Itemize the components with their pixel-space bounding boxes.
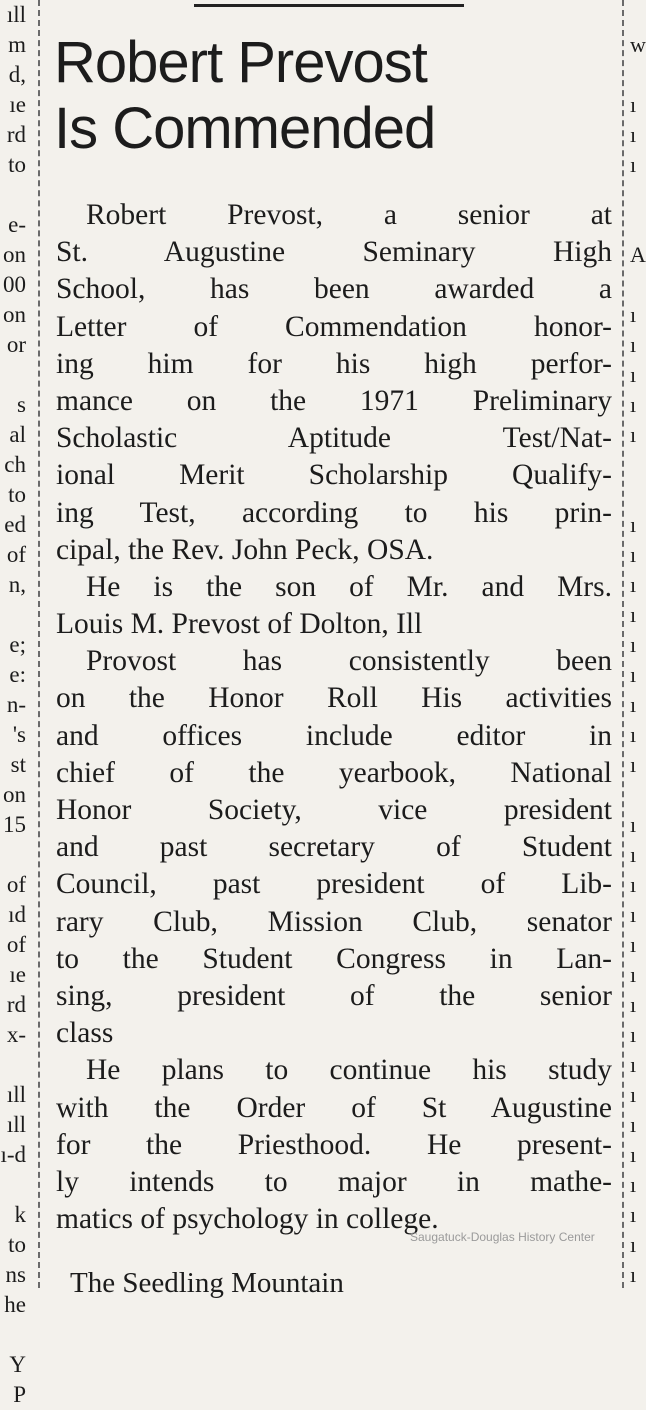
- column-fragment: ı: [630, 1202, 637, 1227]
- column-fragment: e-: [8, 212, 26, 237]
- column-fragment: of: [6, 932, 26, 957]
- column-fragment: ı: [630, 1142, 637, 1167]
- column-fragment: ı: [630, 542, 637, 567]
- column-fragment: on: [3, 782, 26, 807]
- article-line: ly intends to major in mathe-: [56, 1165, 612, 1198]
- column-fragment: ı: [630, 1262, 637, 1287]
- column-fragment: ı: [630, 1172, 637, 1197]
- column-fragment: ed: [4, 512, 26, 537]
- article-line: Provost has consistently been: [86, 645, 612, 678]
- article-line: ing Test, according to his prin-: [56, 496, 612, 529]
- column-fragment: al: [9, 422, 26, 447]
- column-fragment: [0, 840, 26, 870]
- column-fragment: to: [8, 152, 26, 177]
- column-fragment: ı: [630, 722, 637, 747]
- article-line: Scholastic Aptitude Test/Nat-: [56, 422, 612, 455]
- column-fragment: ı: [630, 152, 637, 177]
- article-line: He is the son of Mr. and Mrs.: [86, 570, 612, 603]
- article-line: chief of the yearbook, National: [56, 756, 612, 789]
- column-fragment: ıe: [9, 92, 26, 117]
- column-fragment: ı: [630, 1052, 637, 1077]
- column-fragment: ı: [630, 422, 637, 447]
- column-fragment: [630, 180, 646, 210]
- column-fragment: of: [6, 872, 26, 897]
- headline: [54, 30, 614, 162]
- column-fragment: w: [630, 32, 646, 57]
- article-line: sing, president of the senior: [56, 979, 612, 1012]
- column-fragment: to: [8, 482, 26, 507]
- column-fragment: ı: [630, 1022, 637, 1047]
- top-rule: [194, 4, 464, 7]
- column-fragment: ı: [630, 572, 637, 597]
- article-line: School, has been awarded a: [56, 273, 612, 306]
- column-fragment: ıll: [6, 1112, 26, 1137]
- column-fragment: k: [14, 1202, 26, 1227]
- article-line: and past secretary of Student: [56, 831, 612, 864]
- column-fragment: ı: [630, 602, 637, 627]
- column-fragment: P: [13, 1382, 26, 1407]
- article-line: Honor Society, vice president: [56, 794, 612, 826]
- column-fragment: rd: [6, 992, 26, 1017]
- column-fragment: ı: [630, 902, 637, 927]
- column-fragment: [630, 780, 646, 810]
- column-fragment: of: [6, 542, 26, 567]
- column-fragment: e:: [9, 662, 26, 687]
- right-column-rule: [622, 0, 624, 1288]
- column-fragment: ıll: [6, 2, 26, 27]
- column-fragment: ıe: [9, 962, 26, 987]
- column-fragment: m: [8, 32, 26, 57]
- column-fragment: [630, 270, 646, 300]
- article-line: on the Honor Roll His activities: [56, 682, 612, 715]
- article-line: class: [56, 1017, 114, 1050]
- article-line: Letter of Commendation honor-: [56, 310, 612, 343]
- article-line: with the Order of St Augustine: [56, 1091, 612, 1124]
- column-fragment: [630, 210, 646, 240]
- column-fragment: [0, 1050, 26, 1080]
- column-fragment: e;: [9, 632, 26, 657]
- column-fragment: ı: [630, 362, 637, 387]
- column-fragment: st: [10, 752, 26, 777]
- column-fragment: ch: [4, 452, 26, 477]
- column-fragment: n-: [6, 692, 26, 717]
- column-fragment: ı-d: [0, 1142, 26, 1167]
- column-fragment: [0, 600, 26, 630]
- article-line: matics of psychology in college.: [56, 1203, 439, 1236]
- column-fragment: Y: [9, 1352, 26, 1377]
- column-fragment: ı: [630, 332, 637, 357]
- column-fragment: ı: [630, 92, 637, 117]
- article-line: for the Priesthood. He present-: [56, 1128, 612, 1161]
- left-column-rule: [38, 0, 40, 1288]
- column-fragment: [630, 60, 646, 90]
- column-fragment: ı: [630, 812, 637, 837]
- column-fragment: x-: [6, 1022, 26, 1047]
- column-fragment: ı: [630, 662, 637, 687]
- column-fragment: ı: [630, 122, 637, 147]
- article-line: cipal, the Rev. John Peck, OSA.: [56, 533, 434, 566]
- article-line: to the Student Congress in Lan-: [56, 942, 612, 975]
- column-fragment: ı: [630, 632, 637, 657]
- column-fragment: [630, 480, 646, 510]
- next-headline-fragment: The Seedling Mountain: [70, 1267, 344, 1299]
- column-fragment: ı: [630, 752, 637, 777]
- column-fragment: on: [3, 242, 26, 267]
- left-column-fragments: [0, 0, 26, 1407]
- column-fragment: n,: [8, 572, 26, 597]
- column-fragment: rd: [6, 122, 26, 147]
- column-fragment: [0, 180, 26, 210]
- column-fragment: or: [6, 332, 26, 357]
- column-fragment: ı: [630, 302, 637, 327]
- article-line: Robert Prevost, a senior at: [86, 199, 612, 231]
- column-fragment: ı: [630, 392, 637, 417]
- column-fragment: to: [8, 1232, 26, 1257]
- article-body: [56, 197, 612, 1238]
- article-line: St. Augustine Seminary High: [56, 236, 612, 269]
- headline-line-2: Is Commended: [54, 96, 436, 161]
- column-fragment: s: [17, 392, 26, 417]
- column-fragment: 's: [12, 722, 26, 747]
- column-fragment: [630, 450, 646, 480]
- article-line: and offices include editor in: [56, 719, 612, 752]
- column-fragment: [0, 1320, 26, 1350]
- column-fragment: d,: [8, 62, 26, 87]
- column-fragment: on: [3, 302, 26, 327]
- column-fragment: he: [4, 1292, 26, 1317]
- column-fragment: [0, 360, 26, 390]
- article-line: Louis M. Prevost of Dolton, Ill: [56, 608, 423, 641]
- article-line: ing him for his high perfor-: [56, 347, 612, 380]
- column-fragment: ı: [630, 1082, 637, 1107]
- column-fragment: ı: [630, 1112, 637, 1137]
- article-line: rary Club, Mission Club, senator: [56, 905, 612, 938]
- article-line: ional Merit Scholarship Qualify-: [56, 459, 612, 492]
- column-fragment: [630, 0, 646, 30]
- column-fragment: ıd: [8, 902, 26, 927]
- column-fragment: ı: [630, 1232, 637, 1257]
- right-column-fragments: [630, 0, 646, 1288]
- column-fragment: ı: [630, 872, 637, 897]
- column-fragment: ı: [630, 512, 637, 537]
- column-fragment: ıll: [6, 1082, 26, 1107]
- column-fragment: A: [630, 242, 646, 267]
- column-fragment: ı: [630, 932, 637, 957]
- column-fragment: 00: [3, 272, 26, 297]
- watermark: Saugatuck-Douglas History Center: [410, 1230, 595, 1244]
- column-fragment: ns: [5, 1262, 26, 1287]
- article-line: mance on the 1971 Preliminary: [56, 384, 612, 417]
- headline-line-1: Robert Prevost: [54, 30, 427, 95]
- column-fragment: ı: [630, 692, 637, 717]
- article-line: He plans to continue his study: [86, 1054, 612, 1087]
- column-fragment: [0, 1170, 26, 1200]
- column-fragment: ı: [630, 992, 637, 1017]
- article-line: Council, past president of Lib-: [56, 868, 612, 901]
- column-fragment: 15: [3, 812, 26, 837]
- column-fragment: ı: [630, 962, 637, 987]
- column-fragment: ı: [630, 842, 637, 867]
